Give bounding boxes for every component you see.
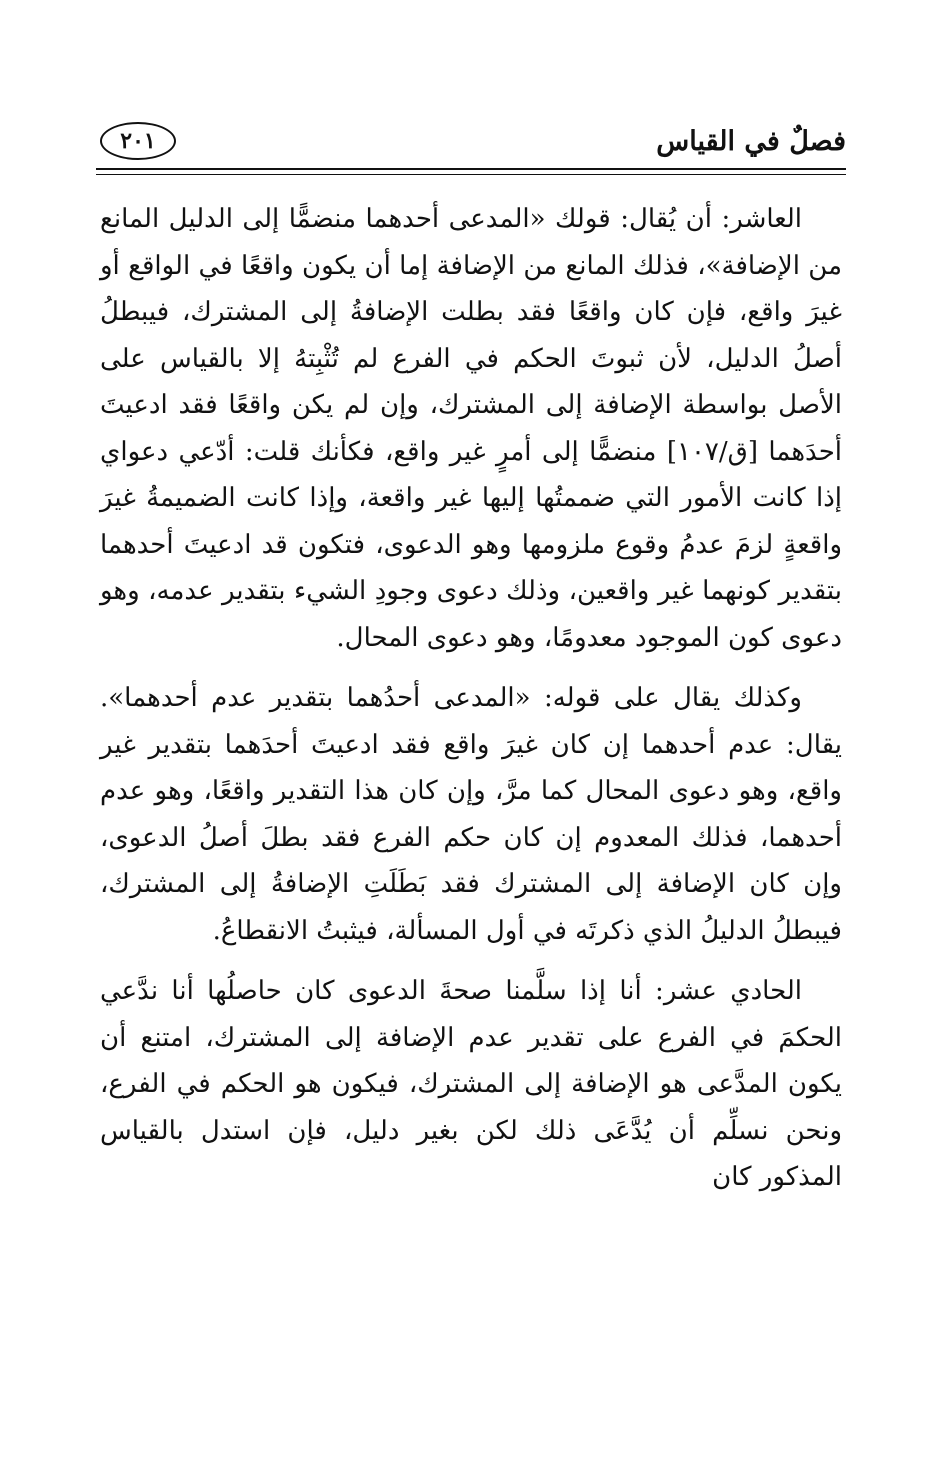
paragraph-likewise: وكذلك يقال على قوله: «المدعى أحدُهما بتقدير عدم أحدهما». يقال: عدم أحدهما إن كان غيرَ واقع فقد ادعيتَ أحدَهما بتقدير غير واقع، وهو دعوى المحال كما مرَّ، وإن كان هذا التقدير واقعًا، وهو عدم أحدهما، فذلك المعدوم إن كان حكم الفرع فقد بطلَ أصلُ الدعوى، وإن كان الإضافة إلى المشترك فقد بَطَلَتِ الإضافةُ إلى المشترك، فيبطلُ الدليلُ الذي ذكرتَه في أول المسألة، فيثبتُ الانقطاعُ. <box>100 683 842 946</box>
running-header <box>100 116 846 168</box>
body-text <box>100 196 842 1201</box>
header-divider <box>96 168 846 175</box>
paragraph-eleventh: الحادي عشر: أنا إذا سلَّمنا صحةَ الدعوى كان حاصلُها أنا ندَّعي الحكمَ في الفرع على تقدير عدم الإضافة إلى المشترك، امتنع أن يكون المدَّعى هو الإضافة إلى المشترك، فيكون هو الحكم في الفرع، ونحن نسلِّم أن يُدَّعَى ذلك لكن بغير دليل، فإن استدل بالقياس المذكور كان <box>100 976 842 1192</box>
chapter-title: فصلٌ في القياس <box>656 126 846 157</box>
paragraph-tenth: العاشر: أن يُقال: قولك «المدعى أحدهما منضمًّا إلى الدليل المانع من الإضافة»، فذلك المانع من الإضافة إما أن يكون واقعًا في الواقع أو غيرَ واقع، فإن كان واقعًا فقد بطلت الإضافةُ إلى المشترك، فيبطلُ أصلُ الدليل، لأن ثبوتَ الحكم في الفرع لم تُثْبِتهُ إلا بالقياس على الأصل بواسطة الإضافة إلى المشترك، وإن لم يكن واقعًا فقد ادعيتَ أحدَهما [ق/١٠٧] منضمًّا إلى أمرٍ غير واقع، فكأنك قلت: أدّعي دعواي إذا كانت الأمور التي ضممتُها إليها غير واقعة، وإذا كانت الضميمةُ غيرَ واقعةٍ لزمَ عدمُ وقوع ملزومها وهو الدعوى، فتكون قد ادعيتَ أحدهما بتقدير كونهما غير واقعين، وذلك دعوى وجودِ الشيء بتقدير عدمه، وهو دعوى كون الموجود معدومًا، وهو دعوى المحال. <box>100 204 843 653</box>
page-number: ٢٠١ <box>100 122 176 160</box>
